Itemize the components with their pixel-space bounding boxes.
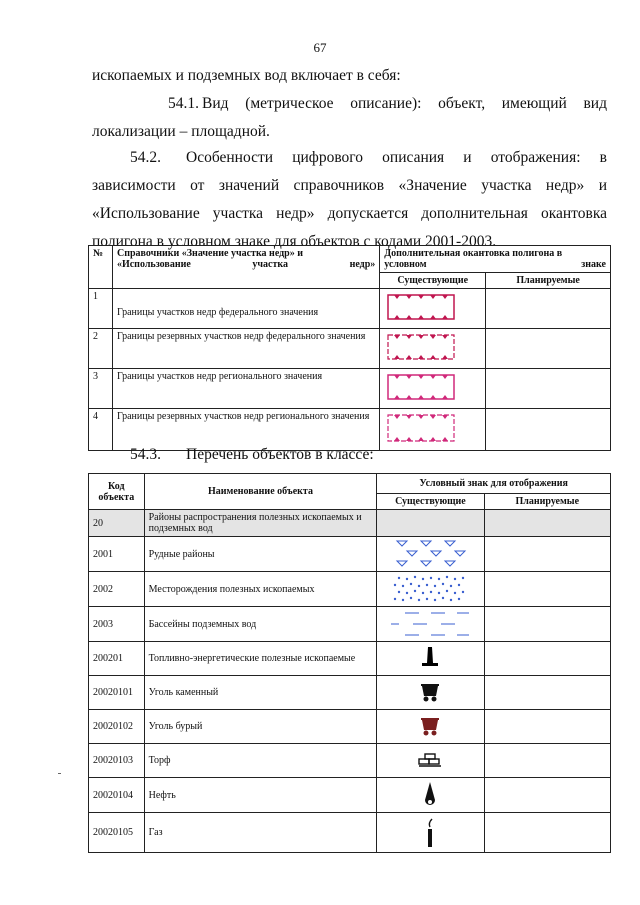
border-federal-icon: [384, 291, 458, 323]
border-symbol: [380, 369, 486, 409]
paragraph-54-3: [92, 441, 607, 469]
row-number: 4: [89, 409, 113, 451]
clause-text: Перечень объектов в классе:: [186, 446, 374, 463]
objects-table: [88, 473, 611, 853]
object-name: Уголь каменный: [144, 676, 377, 710]
clause-number: 54.2.: [130, 149, 161, 166]
row-number: 1: [89, 289, 113, 329]
gas-icon: [422, 817, 438, 849]
table-row: [89, 710, 611, 744]
col-name-header: Наименование объекта: [144, 474, 377, 510]
object-name: Рудные районы: [144, 537, 377, 572]
object-code: 20: [89, 510, 145, 537]
object-name: Бассейны подземных вод: [144, 607, 377, 642]
object-name: Топливно-энергетические полезные ископаемые: [144, 642, 377, 676]
col-extra-border-header: Дополнительная окантовка полигона в условном знаке: [380, 246, 611, 273]
ore-region-icon: [385, 539, 475, 569]
hard-coal-icon: [418, 682, 442, 704]
row-text: Границы участков недр федерального значения: [112, 289, 379, 329]
row-text: Границы участков недр регионального значения: [112, 369, 379, 409]
object-name: Уголь бурый: [144, 710, 377, 744]
col-existing-header: Существующие: [377, 494, 484, 510]
table-row: [89, 289, 611, 329]
row-text: Границы резервных участков недр регионального значения: [112, 409, 379, 451]
col-code-header: Код объекта: [89, 474, 145, 510]
object-name: Нефть: [144, 778, 377, 813]
object-code: 200201: [89, 642, 145, 676]
clause-text: Особенности цифрового описания и отображения: в зависимости от значений справочников «Значение участка недр» и «Использование участка недр» допускается дополнительная окантовка полигона в условном знаке для объектов с кодами 2001-2003.: [92, 149, 607, 250]
col-planned-header: Планируемые: [486, 273, 611, 289]
fuel-energy-icon: [418, 645, 442, 673]
paragraph-intro: ископаемых и подземных вод включает в себя:: [92, 67, 401, 84]
object-code: 2003: [89, 607, 145, 642]
object-code: 2001: [89, 537, 145, 572]
table-row: [89, 813, 611, 853]
deposit-icon: [385, 574, 475, 604]
border-regional-icon: [384, 371, 458, 403]
col-existing-header: Существующие: [380, 273, 486, 289]
clause-number: 54.3.: [130, 446, 161, 463]
border-symbol: [380, 289, 486, 329]
col-planned-header: Планируемые: [484, 494, 610, 510]
table-row: [89, 744, 611, 778]
object-code: 2002: [89, 572, 145, 607]
table-row: [89, 329, 611, 369]
brown-coal-icon: [418, 716, 442, 738]
oil-icon: [420, 780, 440, 810]
object-name: Торф: [144, 744, 377, 778]
page-number: 67: [313, 40, 327, 55]
col-number-header: №: [89, 246, 113, 289]
object-code: 20020102: [89, 710, 145, 744]
table-row: [89, 510, 611, 537]
col-symbol-header: Условный знак для отображения: [377, 474, 611, 494]
paragraph-54-1: [92, 90, 607, 146]
object-code: 20020101: [89, 676, 145, 710]
table-row: [89, 369, 611, 409]
border-symbol: [380, 329, 486, 369]
peat-icon: [417, 752, 443, 770]
object-name: Газ: [144, 813, 377, 853]
object-code: 20020104: [89, 778, 145, 813]
table-row: [89, 607, 611, 642]
groundwater-basin-icon: [385, 609, 475, 639]
border-reserve-federal-icon: [384, 331, 458, 363]
paragraph-54-2: [92, 144, 607, 256]
table-row: [89, 778, 611, 813]
clause-number: 54.1.: [168, 95, 199, 112]
object-code: 20020105: [89, 813, 145, 853]
object-code: 20020103: [89, 744, 145, 778]
clause-text: Вид (метрическое описание): объект, имеющий вид: [202, 95, 607, 112]
row-number: 3: [89, 369, 113, 409]
row-text: Границы резервных участков недр федерального значения: [112, 329, 379, 369]
object-name: Районы распространения полезных ископаемых и подземных вод: [144, 510, 377, 537]
table-row: [89, 676, 611, 710]
scan-mark: [58, 773, 61, 774]
border-reserve-regional-icon: [384, 411, 458, 445]
clause-continuation: локализации – площадной.: [92, 123, 270, 140]
table-row: [89, 537, 611, 572]
object-name: Месторождения полезных ископаемых: [144, 572, 377, 607]
row-number: 2: [89, 329, 113, 369]
table-row: [89, 642, 611, 676]
table-row: [89, 572, 611, 607]
border-table: [88, 245, 611, 451]
col-dictionaries-header: Справочники «Значение участка недр» и «Использование участка недр»: [112, 246, 379, 289]
